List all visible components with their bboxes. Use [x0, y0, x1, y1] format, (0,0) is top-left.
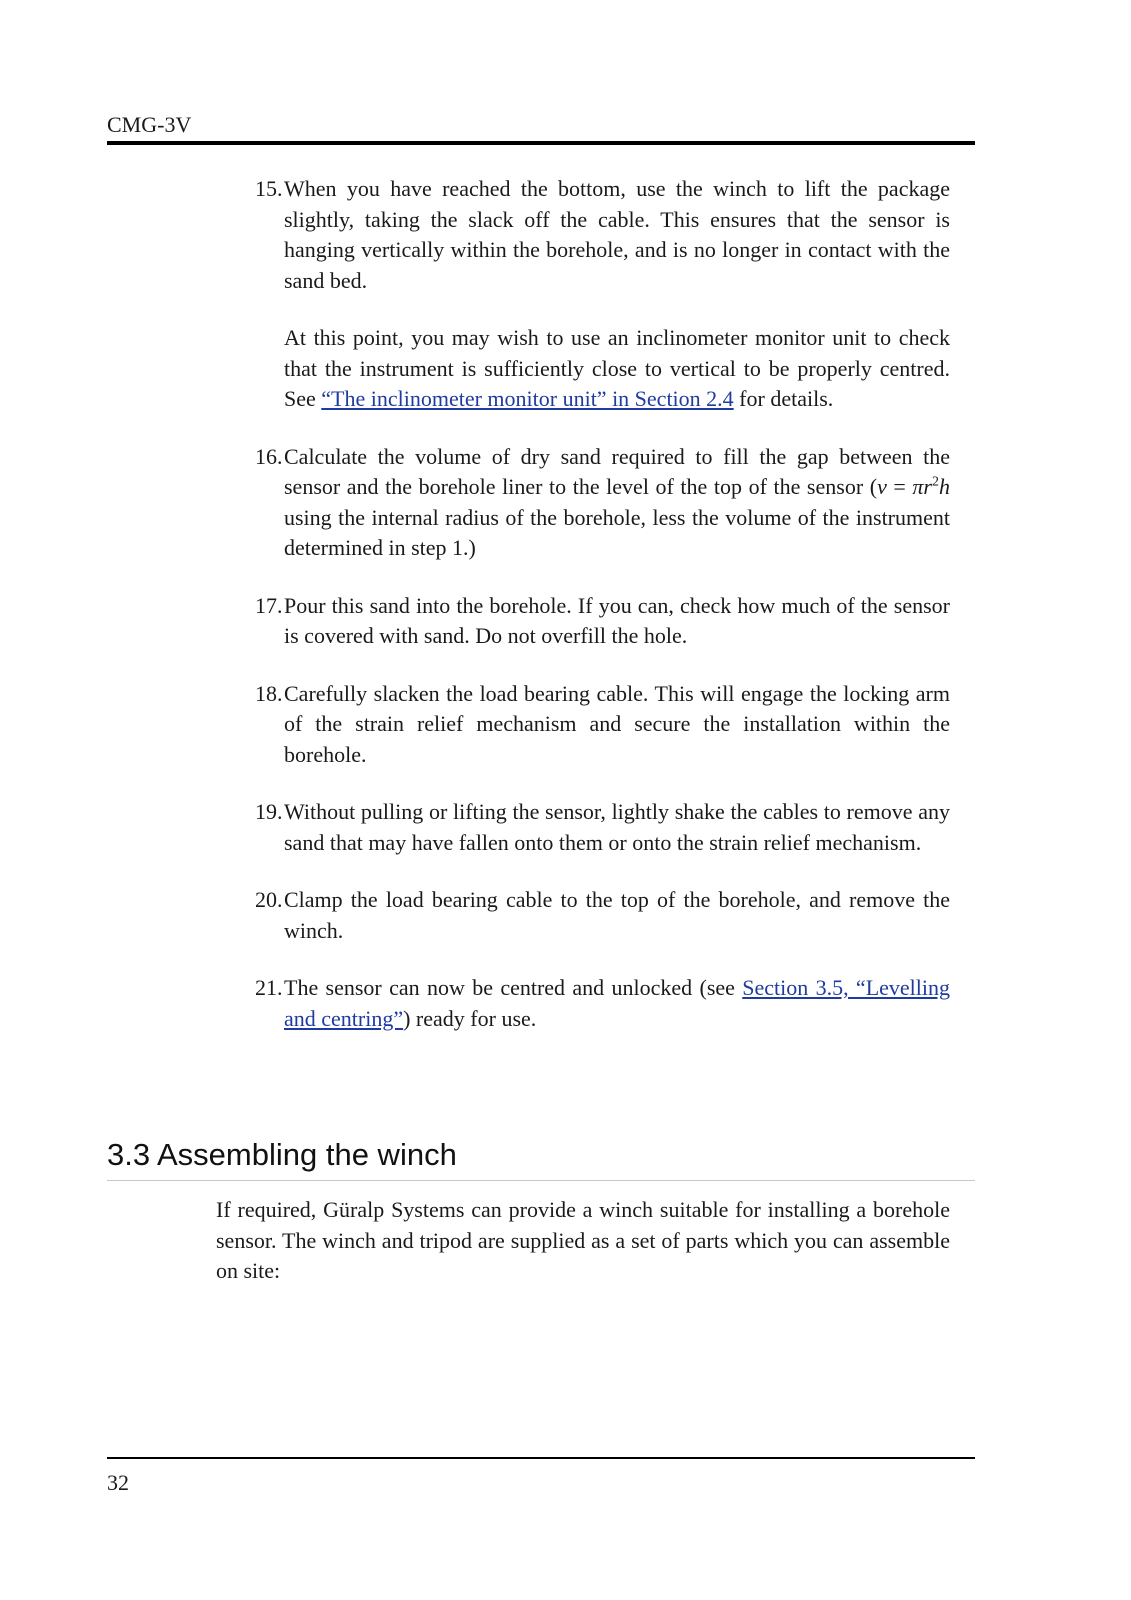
step-number: 19.	[255, 799, 283, 824]
section-intro: If required, Güralp Systems can provide a winch suitable for installing a borehole sensor. The winch and tripod are supplied as a set of parts which you can assemble on site:	[216, 1197, 950, 1283]
step-text-start: Calculate the volume of dry sand required to fill the gap between the sensor and the borehole liner to the level of the top of the sensor (	[284, 443, 950, 499]
step-15	[255, 174, 950, 415]
step-number: 18.	[255, 680, 283, 706]
step-20	[255, 885, 950, 946]
step-number: 17.	[255, 592, 283, 618]
formula-equals: =	[886, 474, 913, 499]
step-21	[255, 973, 950, 1034]
formula-pi-r: πr	[912, 474, 932, 499]
step-number: 15.	[255, 176, 283, 201]
formula-h: h	[939, 474, 950, 499]
note-text-end: for details.	[733, 386, 834, 411]
step-text: When you have reached the bottom, use the winch to lift the package slightly, taking the slack off the cable. This ensures that the sensor is hanging vertically within the borehole, and is no longer in contact with the sand bed.	[284, 176, 950, 293]
footer-divider	[107, 1457, 975, 1459]
step-text	[284, 973, 950, 1034]
step-text: Clamp the load bearing cable to the top of the borehole, and remove the winch.	[284, 887, 950, 943]
page-number: 32	[107, 1470, 129, 1495]
header-divider	[107, 141, 975, 145]
step-text-start: The sensor can now be centred and unlocked (see	[284, 975, 743, 1000]
step-number: 16.	[255, 443, 283, 469]
step-text-end: using the internal radius of the borehole, less the volume of the instrument determined in step 1.)	[284, 504, 950, 560]
step-text: Carefully slacken the load bearing cable. This will engage the locking arm of the strain relief mechanism and secure the installation within the borehole.	[284, 680, 950, 767]
section-heading: 3.3 Assembling the winch	[107, 1137, 457, 1172]
step-18	[255, 679, 950, 771]
step-number: 20.	[255, 887, 283, 912]
note-text: At this point, you may wish to use an inclinometer monitor unit to check that the instrument is sufficiently close to vertical to be properly centred. See	[284, 325, 950, 411]
formula-exponent: 2	[932, 474, 939, 490]
levelling-section-link[interactable]: Section 3.5, “Levelling and centring”	[284, 975, 950, 1031]
step-text	[284, 442, 950, 564]
formula-v: v	[877, 474, 887, 499]
step-17	[255, 591, 950, 652]
inclinometer-section-link[interactable]: “The inclinometer monitor unit” in Section 2.4	[321, 386, 734, 411]
step-text: Pour this sand into the borehole. If you can, check how much of the sensor is covered with sand. Do not overfill the hole.	[284, 592, 950, 648]
step-text-end: ) ready for use.	[403, 1005, 537, 1031]
step-19	[255, 797, 950, 858]
step-16	[255, 442, 950, 564]
procedure-steps	[255, 174, 950, 1034]
step-text: Without pulling or lifting the sensor, lightly shake the cables to remove any sand that may have fallen onto them or onto the strain relief mechanism.	[284, 799, 950, 855]
document-title: CMG-3V	[107, 112, 192, 137]
step-note	[284, 323, 950, 415]
step-number: 21.	[255, 975, 283, 1000]
section-divider	[107, 1180, 975, 1181]
